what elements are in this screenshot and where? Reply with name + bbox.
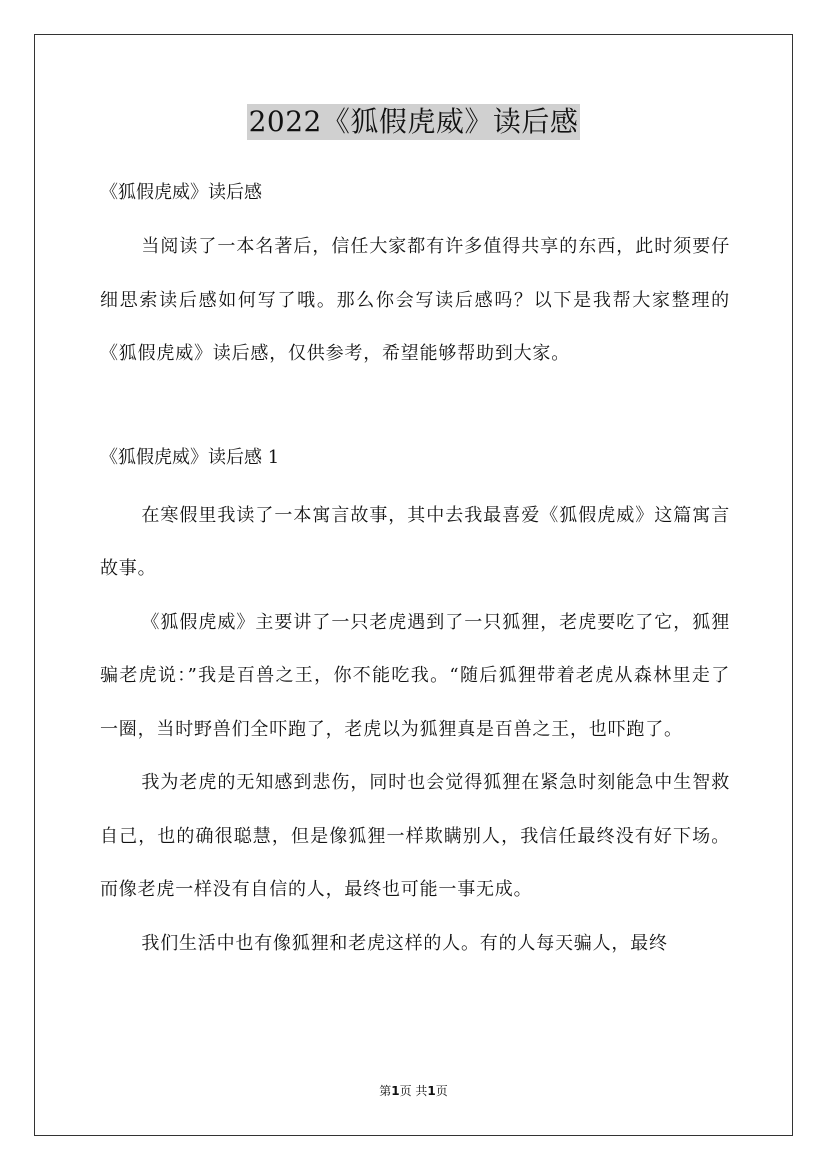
footer-page-current: 1 bbox=[391, 1084, 400, 1098]
document-body bbox=[100, 168, 730, 970]
intro-heading: 《狐假虎威》读后感 bbox=[100, 182, 262, 203]
body-paragraph-3: 我为老虎的无知感到悲伤，同时也会觉得狐狸在紧急时刻能急中生智救自己，也的确很聪慧，但是像狐狸一样欺瞒别人，我信任最终没有好下场。而像老虎一样没有自信的人，最终也可能一事无成。 bbox=[100, 772, 730, 900]
footer-page-mid: 页 共 bbox=[399, 1084, 428, 1098]
footer-page-prefix: 第 bbox=[379, 1084, 392, 1098]
document-title bbox=[0, 104, 827, 140]
body-paragraph-1: 在寒假里我读了一本寓言故事，其中去我最喜爱《狐假虎威》这篇寓言故事。 bbox=[100, 504, 730, 579]
intro-paragraph: 当阅读了一本名著后，信任大家都有许多值得共享的东西，此时须要仔细思索读后感如何写了哦。那么你会写读后感吗？以下是我帮大家整理的《狐假虎威》读后感，仅供参考，希望能够帮助到大家。 bbox=[100, 236, 730, 364]
page-footer bbox=[0, 1083, 827, 1099]
footer-page-total: 1 bbox=[427, 1084, 436, 1098]
title-text: 2022《狐假虎威》读后感 bbox=[248, 105, 579, 138]
body-paragraph-2: 《狐假虎威》主要讲了一只老虎遇到了一只狐狸，老虎要吃了它，狐狸骗老虎说：”我是百兽之王，你不能吃我。“随后狐狸带着老虎从森林里走了一圈，当时野兽们全吓跑了，老虎以为狐狸真是百兽之王，也吓跑了。 bbox=[100, 611, 730, 740]
section-heading: 《狐假虎威》读后感 1 bbox=[100, 446, 280, 468]
body-paragraph-4: 我们生活中也有像狐狸和老虎这样的人。有的人每天骗人，最终 bbox=[141, 932, 668, 954]
footer-page-suffix: 页 bbox=[435, 1084, 448, 1098]
